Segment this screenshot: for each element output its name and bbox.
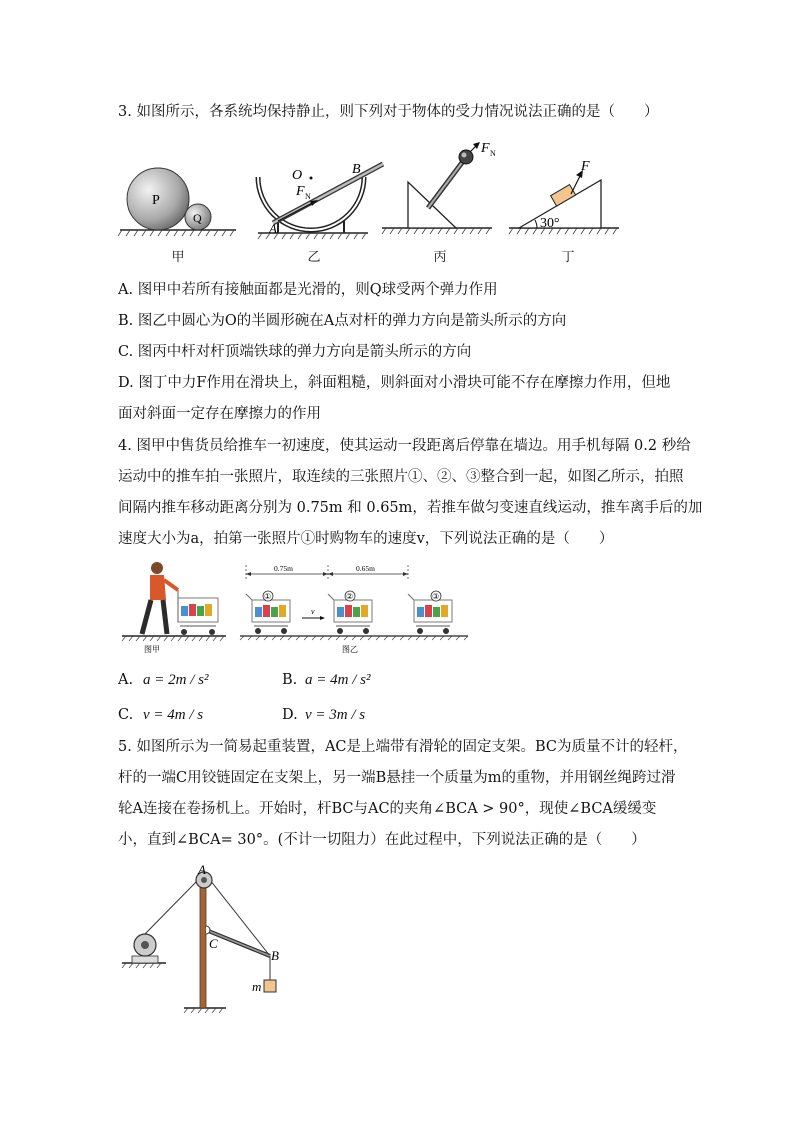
angle-label: 30°	[540, 216, 560, 231]
q5-line-4: 小，直到∠BCA= 30°。(不计一切阻力）在此过程中，下列说法正确的是（ ）	[118, 832, 646, 848]
q4-line-1: 4. 图甲中售货员给推车一初速度，使其运动一段距离后停靠在墙边。用手机每隔 0.2 秒给	[118, 438, 691, 454]
label-f-ding: F	[581, 159, 590, 174]
q4-line-4: 速度大小为a，拍第一张照片①时购物车的速度v，下列说法正确的是（ ）	[118, 531, 614, 547]
q4-option-b-letter: B.	[282, 672, 298, 688]
figure-ding	[505, 150, 625, 240]
q4-line-3: 间隔内推车移动距离分别为 0.75m 和 0.65m，若推车做匀变速直线运动，推车离手后的加	[118, 500, 703, 516]
label-a-crane: A	[198, 862, 206, 877]
q4-option-c-expr: v = 4m / s	[143, 707, 204, 723]
q3-option-a: A. 图甲中若所有接触面都是光滑的，则Q球受两个弹力作用	[118, 282, 498, 298]
distance-2: 0.65m	[356, 564, 375, 573]
figure-shopper	[120, 560, 230, 655]
cart-3	[408, 591, 452, 634]
label-ding: 丁	[561, 250, 575, 265]
label-q: Q	[193, 211, 202, 225]
label-fn-f: F	[481, 141, 490, 156]
mass-m	[264, 980, 276, 992]
label-m-crane: m	[252, 979, 262, 994]
label-b-crane: B	[271, 948, 279, 963]
label-o: O	[292, 168, 303, 183]
label-c-crane: C	[209, 936, 218, 951]
velocity-label: v	[311, 607, 315, 616]
label-fn-n: N	[490, 149, 496, 158]
photo-1: ①	[264, 592, 272, 601]
q4-option-b-expr: a = 4m / s²	[305, 672, 371, 688]
q4-option-c-letter: C.	[118, 707, 134, 723]
figure-carts	[238, 560, 470, 655]
q4-option-a-expr: a = 2m / s²	[143, 672, 209, 688]
caption-jia: 图甲	[144, 645, 160, 654]
q5-line-3: 轮A连接在卷扬机上。开始时，杆BC与AC的夹角∠BCA > 90°，现使∠BCA缓缓变	[118, 801, 657, 817]
q3-stem: 3. 如图所示，各系统均保持静止，则下列对于物体的受力情况说法正确的是（ ）	[118, 104, 659, 120]
distance-1: 0.75m	[274, 564, 293, 573]
figure-yi	[248, 155, 378, 240]
q5-line-1: 5. 如图所示为一简易起重装置，AC是上端带有滑轮的固定支架。BC为质量不计的轻杆，	[118, 739, 688, 755]
q3-option-d-cont: 面对斜面一定存在摩擦力的作用	[118, 406, 321, 422]
q4-option-d-letter: D.	[282, 707, 298, 723]
photo-2: ②	[346, 592, 354, 601]
figure-crane	[118, 860, 298, 1020]
label-n-sub: N	[305, 192, 311, 201]
label-yi: 乙	[307, 250, 321, 265]
figure-jia	[118, 160, 238, 240]
label-jia: 甲	[171, 250, 185, 265]
label-f: F	[296, 184, 305, 199]
support-ac	[200, 882, 206, 1008]
caption-yi: 图乙	[342, 645, 358, 654]
q3-option-c: C. 图丙中杆对杆顶端铁球的弹力方向是箭头所示的方向	[118, 344, 472, 360]
q4-line-2: 运动中的推车拍一张照片，取连续的三张照片①、②、③整合到一起，如图乙所示，拍照	[118, 469, 684, 485]
label-p: P	[152, 193, 160, 208]
q5-line-2: 杆的一端C用铰链固定在支架上，另一端B悬挂一个质量为m的重物，并用钢丝绳跨过滑	[118, 770, 676, 786]
iron-ball	[459, 150, 473, 164]
q4-option-a-letter: A.	[118, 672, 134, 688]
label-bing: 丙	[433, 250, 447, 265]
q3-option-d: D. 图丁中力F作用在滑块上，斜面粗糙，则斜面对小滑块可能不存在摩擦力作用，但地	[118, 375, 671, 391]
q4-option-d-expr: v = 3m / s	[305, 707, 366, 723]
photo-3: ③	[432, 592, 440, 601]
label-a: A	[269, 221, 277, 236]
figure-bing	[378, 140, 498, 240]
label-b: B	[352, 162, 361, 177]
q3-option-b: B. 图乙中圆心为O的半圆形碗在A点对杆的弹力方向是箭头所示的方向	[118, 313, 567, 329]
